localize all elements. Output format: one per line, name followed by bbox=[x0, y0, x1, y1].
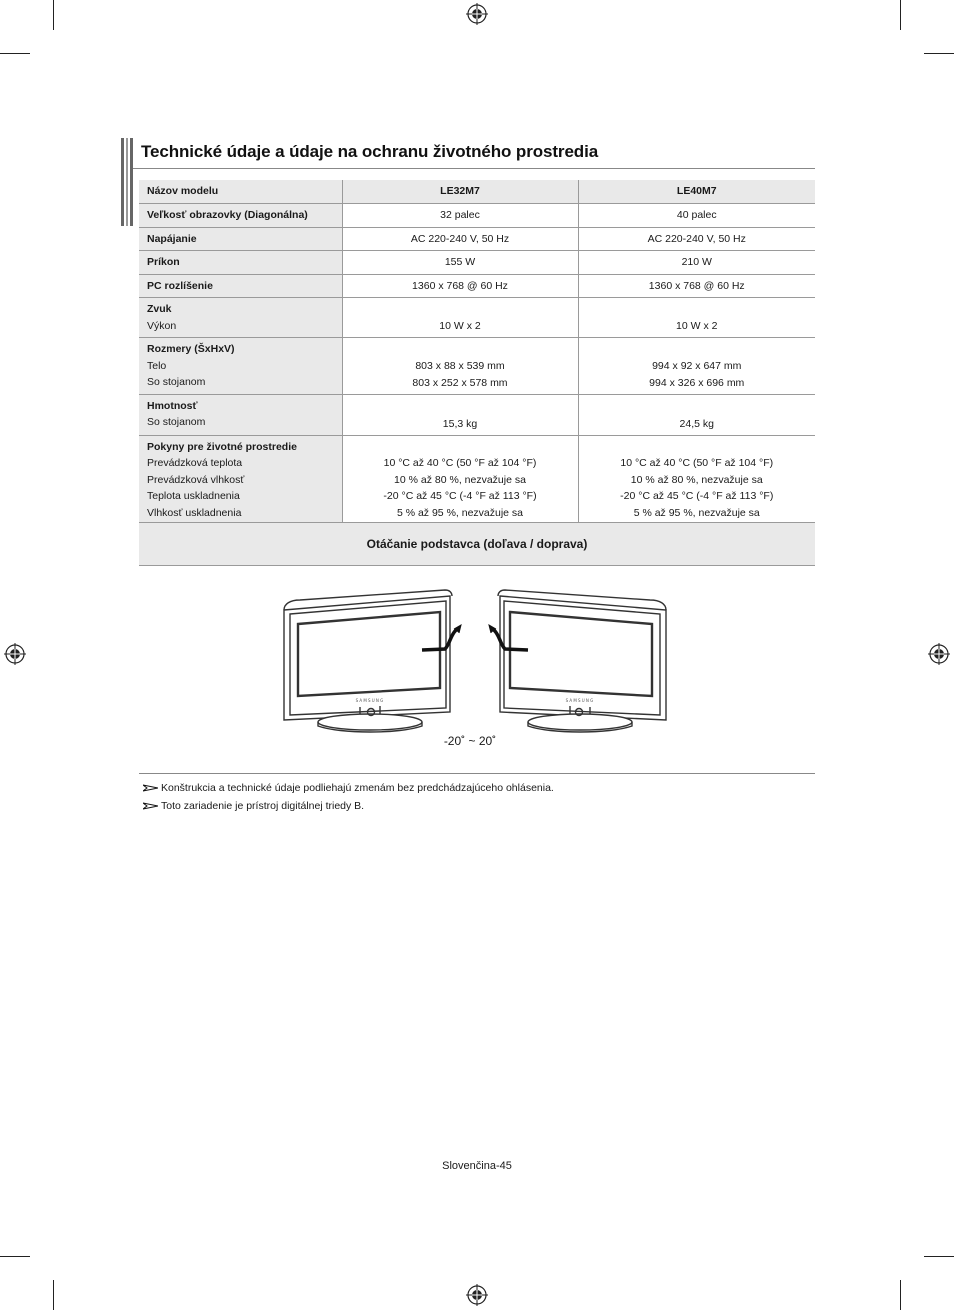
row-label-cell bbox=[139, 298, 342, 338]
table-row bbox=[139, 251, 815, 275]
cell-value: -20 °C až 45 °C (-4 °F až 113 °F) bbox=[383, 490, 537, 503]
registration-mark-icon bbox=[928, 643, 950, 665]
title-accent-bar bbox=[121, 138, 133, 226]
note-text: Konštrukcia a technické údaje podliehajú zmenám bez predchádzajúceho ohlásenia. bbox=[161, 782, 554, 794]
crop-mark bbox=[924, 53, 954, 54]
row-label: Veľkosť obrazovky (Diagonálna) bbox=[139, 203, 342, 227]
table-row bbox=[139, 227, 815, 251]
row-sublabel: Teplota uskladnenia bbox=[147, 490, 240, 502]
cell-value: -20 °C až 45 °C (-4 °F až 113 °F) bbox=[620, 490, 774, 503]
row-label: Zvuk bbox=[147, 303, 172, 315]
cell-value: 803 x 88 x 539 mm bbox=[415, 359, 505, 372]
table-row bbox=[139, 394, 815, 435]
crop-mark bbox=[900, 0, 901, 30]
row-label-cell bbox=[139, 338, 342, 395]
cell-value: 40 palec bbox=[578, 203, 815, 227]
cell-value: 10 % až 80 %, nezvažuje sa bbox=[630, 473, 763, 486]
tv-rotation-illustration bbox=[280, 584, 670, 734]
row-sublabel: Výkon bbox=[147, 319, 177, 332]
table-row bbox=[139, 298, 815, 338]
crop-mark bbox=[900, 1280, 901, 1310]
table-row bbox=[139, 203, 815, 227]
cell-value-group bbox=[578, 338, 815, 395]
row-label-cell bbox=[139, 435, 342, 525]
crop-mark bbox=[924, 1256, 954, 1257]
row-label: Napájanie bbox=[139, 227, 342, 251]
cell-value: AC 220-240 V, 50 Hz bbox=[578, 227, 815, 251]
arrow-right-icon bbox=[143, 802, 158, 810]
cell-value: 32 palec bbox=[342, 203, 578, 227]
cell-value: 10 W x 2 bbox=[439, 320, 481, 333]
cell-value: 210 W bbox=[578, 251, 815, 275]
row-label-cell bbox=[139, 394, 342, 435]
title-divider bbox=[133, 168, 815, 169]
cell-value: 994 x 92 x 647 mm bbox=[652, 359, 742, 372]
row-sublabel: Prevádzková vlhkosť bbox=[147, 473, 245, 486]
cell-value-group bbox=[578, 435, 815, 525]
rotation-angle: -20˚ ~ 20˚ bbox=[443, 734, 497, 748]
cell-value-group bbox=[578, 394, 815, 435]
page-title: Technické údaje a údaje na ochranu životného prostredia bbox=[141, 142, 599, 161]
cell-value-group bbox=[342, 338, 578, 395]
rotation-heading: Otáčanie podstavca (doľava / doprava) bbox=[139, 522, 815, 566]
cell-value: 15,3 kg bbox=[442, 417, 478, 430]
spec-table bbox=[139, 180, 815, 525]
header-cell: LE32M7 bbox=[342, 180, 578, 203]
registration-mark-icon bbox=[4, 643, 26, 665]
cell-value: 5 % až 95 %, nezvažuje sa bbox=[396, 507, 524, 520]
registration-mark-icon bbox=[466, 1284, 488, 1306]
note-item bbox=[143, 782, 554, 794]
cell-value: 994 x 326 x 696 mm bbox=[649, 376, 745, 389]
header-cell: Názov modelu bbox=[139, 180, 342, 203]
table-row bbox=[139, 435, 815, 525]
brand-mark: SAMSUNG bbox=[355, 698, 385, 703]
row-label: Pokyny pre životné prostredie bbox=[147, 440, 297, 453]
arrow-right-icon bbox=[143, 784, 158, 792]
row-sublabel: So stojanom bbox=[147, 416, 206, 428]
crop-mark bbox=[0, 1256, 30, 1257]
table-row bbox=[139, 338, 815, 395]
cell-value: 5 % až 95 %, nezvažuje sa bbox=[633, 507, 760, 520]
cell-value: 10 °C až 40 °C (50 °F až 104 °F) bbox=[383, 456, 537, 469]
row-sublabel: Telo bbox=[147, 359, 167, 372]
cell-value-group bbox=[342, 435, 578, 525]
tv-left-illustration bbox=[284, 590, 452, 732]
table-row bbox=[139, 274, 815, 298]
cell-value: 1360 x 768 @ 60 Hz bbox=[578, 274, 815, 298]
cell-value-group bbox=[578, 298, 815, 338]
cell-value-group bbox=[342, 298, 578, 338]
cell-value: 1360 x 768 @ 60 Hz bbox=[342, 274, 578, 298]
cell-value: 155 W bbox=[342, 251, 578, 275]
row-label: Rozmery (ŠxHxV) bbox=[147, 343, 235, 355]
crop-mark bbox=[53, 0, 54, 30]
brand-mark: SAMSUNG bbox=[565, 698, 595, 703]
tv-right-illustration bbox=[498, 590, 666, 732]
cell-value-group bbox=[342, 394, 578, 435]
cell-value: 10 °C až 40 °C (50 °F až 104 °F) bbox=[620, 456, 774, 469]
row-sublabel: Vlhkosť uskladnenia bbox=[147, 506, 242, 519]
row-label: Hmotnosť bbox=[147, 399, 198, 412]
table-header-row bbox=[139, 180, 815, 203]
crop-mark bbox=[53, 1280, 54, 1310]
cell-value: 10 % až 80 %, nezvažuje sa bbox=[394, 473, 526, 486]
row-label: Príkon bbox=[139, 251, 342, 275]
note-text: Toto zariadenie je prístroj digitálnej triedy B. bbox=[161, 800, 365, 812]
registration-mark-icon bbox=[466, 3, 488, 25]
header-cell: LE40M7 bbox=[578, 180, 815, 203]
cell-value: 24,5 kg bbox=[679, 417, 714, 430]
cell-value: AC 220-240 V, 50 Hz bbox=[342, 227, 578, 251]
cell-value: 10 W x 2 bbox=[676, 320, 718, 333]
notes-divider bbox=[139, 773, 815, 774]
note-item bbox=[143, 800, 364, 812]
cell-value: 803 x 252 x 578 mm bbox=[412, 376, 508, 389]
row-label: PC rozlíšenie bbox=[139, 274, 342, 298]
row-sublabel: Prevádzková teplota bbox=[147, 457, 243, 469]
page-number: Slovenčina-45 bbox=[442, 1160, 512, 1172]
crop-mark bbox=[0, 53, 30, 54]
row-sublabel: So stojanom bbox=[147, 376, 206, 388]
